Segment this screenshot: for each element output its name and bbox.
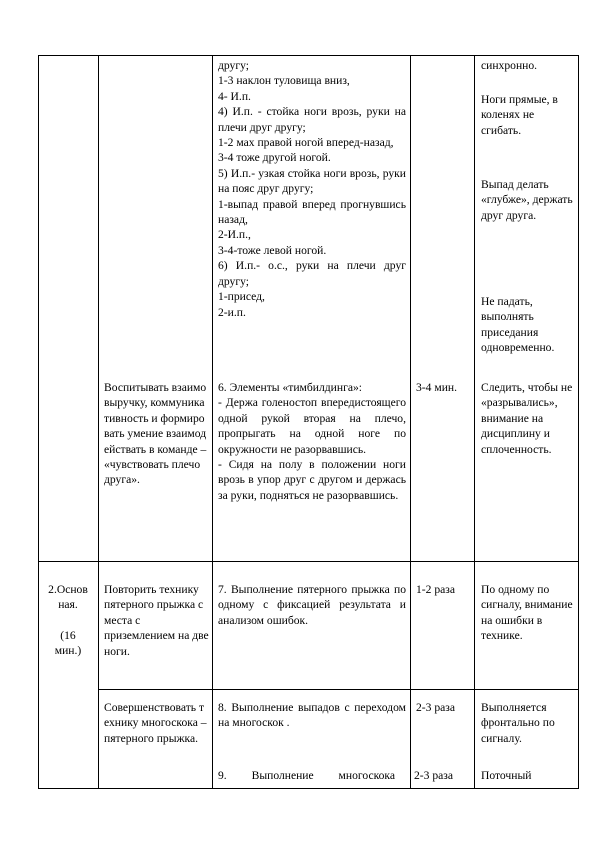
teambuilding-content-cell xyxy=(218,380,406,503)
warmup-line: другу; xyxy=(218,59,249,72)
warmup-line: 4- И.п. xyxy=(218,89,251,103)
warmup-line: 3-4 тоже другой ногой. xyxy=(218,151,331,165)
table-border-left xyxy=(38,55,39,788)
row-separator-lunges xyxy=(98,689,579,690)
table-divider-2 xyxy=(212,55,213,788)
lunges-notes: Выполняется фронтально по сигналу. xyxy=(481,701,555,745)
table-divider-4 xyxy=(474,55,475,788)
teambuilding-exercise-2: - Сидя на полу в положении ноги врозь в упор друг с другом и держась за руки, подняться не разорвавшись. xyxy=(218,458,406,502)
warmup-note-4: Не падать, выполнять приседания одновременно. xyxy=(481,295,555,355)
table-border-top xyxy=(38,55,579,56)
warmup-line: 2-и.п. xyxy=(218,305,246,319)
main-content: 7. Выполнение пятерного прыжка по одному с фиксацией результата и анализом ошибок. xyxy=(218,583,406,627)
warmup-note-2: Ноги прямые, в коленях не сгибать. xyxy=(481,93,558,137)
multijump-dosage: 2-3 раза xyxy=(414,769,454,782)
warmup-line: 2-И.п., xyxy=(218,228,251,242)
warmup-line: 5) И.п.- узкая стойка ноги врозь, руки на пояс друг другу; xyxy=(218,166,406,196)
table-divider-3 xyxy=(410,55,411,788)
table-divider-1 xyxy=(98,55,99,788)
teambuilding-task: Воспитывать взаимовыручку, коммуникативность и формировать умение взаимодействать в команде – «чувствовать плечо друга». xyxy=(104,381,207,487)
lunges-content: 8. Выполнение выпадов с переходом на многоскок . xyxy=(218,701,406,730)
warmup-note-3: Выпад делать «глубже», держать друг друга. xyxy=(481,178,573,222)
warmup-note-1: синхронно. xyxy=(481,59,538,72)
warmup-line: 1-выпад правой вперед прогнувшись назад, xyxy=(218,197,406,227)
warmup-line: 1-присед, xyxy=(218,290,265,304)
main-part-line: мин.) xyxy=(54,644,82,658)
warmup-content-cell xyxy=(218,58,406,320)
main-part-label xyxy=(40,582,96,659)
multijump-notes: Поточный xyxy=(481,769,532,782)
teambuilding-exercise-1: - Держа голеностоп впередистоящего одной рукой вторая на плечо, пропрыгать на одной ноге по окружности не разорвавшись. xyxy=(218,396,406,456)
teambuilding-dosage: 3-4 мин. xyxy=(416,381,457,394)
main-part-line: 2.Основ xyxy=(48,583,88,596)
warmup-line: 3-4-тоже левой ногой. xyxy=(218,243,327,257)
warmup-line: 1-3 наклон туловища вниз, xyxy=(218,74,350,88)
warmup-line: 1-2 мах правой ногой вперед-назад, xyxy=(218,136,394,150)
table-border-right xyxy=(578,55,579,788)
row-separator-main xyxy=(38,561,579,562)
teambuilding-notes: Следить, чтобы не «разрывались», внимание на дисциплину и сплоченность. xyxy=(481,381,573,456)
multijump-content: 9. Выполнение многоскока xyxy=(218,769,396,782)
main-dosage: 1-2 раза xyxy=(416,583,456,596)
table-border-bottom xyxy=(38,788,579,789)
lunges-dosage: 2-3 раза xyxy=(416,701,456,714)
teambuilding-heading: 6. Элементы «тимбилдинга»: xyxy=(218,381,362,394)
warmup-line: 4) И.п. - стойка ноги врозь, руки на плечи друг другу; xyxy=(218,105,406,134)
main-part-line: (16 xyxy=(60,628,76,642)
main-task: Повторить технику пятерного прыжка с места с приземлением на две ноги. xyxy=(104,583,209,658)
main-notes: По одному по сигналу, внимание на ошибки в технике. xyxy=(481,583,573,643)
main-part-line: ная. xyxy=(58,598,78,612)
lunges-task: Совершенствовать технику многоскока – пятерного прыжка. xyxy=(104,701,207,745)
warmup-line: 6) И.п.- о.с., руки на плечи друг другу; xyxy=(218,259,406,288)
